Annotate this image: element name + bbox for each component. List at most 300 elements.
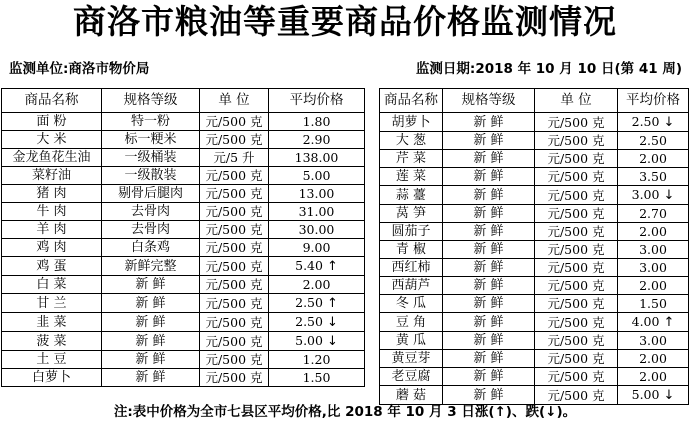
item-name-text: 西葫芦 bbox=[391, 278, 431, 293]
item-price-text: 2.50 bbox=[295, 314, 323, 329]
item-price bbox=[618, 132, 689, 150]
item-price bbox=[618, 205, 689, 223]
item-unit-text: 元/500 克 bbox=[205, 114, 263, 129]
item-unit bbox=[200, 332, 269, 351]
item-unit bbox=[535, 332, 618, 350]
item-unit bbox=[535, 168, 618, 186]
item-spec bbox=[102, 113, 200, 131]
item-price bbox=[269, 351, 365, 369]
item-name-text: 黄 瓜 bbox=[395, 333, 427, 348]
item-price-text: 4.00 bbox=[631, 314, 660, 329]
item-unit bbox=[535, 186, 618, 205]
item-unit-text: 元/500 克 bbox=[547, 296, 605, 311]
item-name-text: 面 粉 bbox=[36, 114, 67, 129]
item-unit bbox=[535, 150, 618, 168]
item-name bbox=[380, 150, 443, 168]
item-name-text: 菜籽油 bbox=[31, 168, 71, 183]
item-name-text: 菠 菜 bbox=[36, 333, 67, 349]
item-name-text: 胡萝卜 bbox=[391, 114, 431, 130]
item-unit-text: 元/500 克 bbox=[205, 333, 263, 349]
item-price-text: 1.80 bbox=[302, 114, 331, 129]
item-price-text: 5.40 bbox=[295, 258, 323, 273]
item-unit-text: 元/500 克 bbox=[205, 168, 263, 183]
item-name bbox=[2, 257, 102, 276]
item-spec bbox=[102, 149, 200, 167]
table-row bbox=[380, 150, 689, 168]
item-name bbox=[2, 294, 102, 313]
item-unit bbox=[200, 351, 269, 369]
item-spec bbox=[443, 186, 535, 205]
item-name bbox=[2, 203, 102, 221]
item-price-text: 3.00 bbox=[639, 260, 667, 275]
page-title: 商洛市粮油等重要商品价格监测情况 bbox=[73, 2, 617, 41]
header-price: 平均价格 bbox=[269, 89, 365, 113]
item-unit bbox=[535, 259, 618, 277]
header-spec: 规格等级 bbox=[102, 89, 200, 113]
item-spec-text: 新 鲜 bbox=[135, 314, 166, 330]
item-name-text: 冬 瓜 bbox=[395, 296, 427, 311]
item-unit-text: 元/500 克 bbox=[547, 260, 605, 275]
item-name-text: 圆茄子 bbox=[391, 224, 431, 239]
item-price-text: 31.00 bbox=[298, 204, 335, 219]
item-unit-text: 元/500 克 bbox=[547, 314, 605, 330]
item-unit-text: 元/500 克 bbox=[205, 314, 263, 330]
item-name bbox=[380, 277, 443, 295]
item-price-text: 30.00 bbox=[298, 222, 335, 237]
item-name-text: 土 豆 bbox=[36, 352, 67, 367]
item-name-text: 白萝卜 bbox=[31, 370, 71, 385]
item-price bbox=[269, 313, 365, 332]
item-unit bbox=[535, 205, 618, 223]
item-unit bbox=[200, 221, 269, 239]
item-name bbox=[2, 276, 102, 294]
item-spec-text: 新 鲜 bbox=[473, 169, 504, 184]
item-spec bbox=[102, 369, 200, 387]
item-unit-text: 元/500 克 bbox=[547, 333, 605, 348]
table-row bbox=[380, 350, 689, 368]
item-unit bbox=[200, 167, 269, 185]
table-row bbox=[380, 368, 689, 386]
item-spec bbox=[443, 313, 535, 332]
item-price bbox=[618, 277, 689, 295]
item-price bbox=[269, 294, 365, 313]
item-price bbox=[618, 386, 689, 405]
item-unit bbox=[200, 185, 269, 203]
item-spec bbox=[443, 241, 535, 259]
item-spec-text: 新鲜完整 bbox=[124, 258, 177, 274]
item-name-text: 黄豆芽 bbox=[391, 351, 431, 366]
item-price-text: 5.00 bbox=[302, 168, 331, 183]
item-name bbox=[2, 239, 102, 257]
item-name-text: 莲 菜 bbox=[395, 169, 427, 184]
table-header-row bbox=[380, 89, 689, 113]
item-name bbox=[2, 149, 102, 167]
item-unit bbox=[200, 149, 269, 167]
item-name bbox=[2, 351, 102, 369]
item-name bbox=[2, 332, 102, 351]
item-unit bbox=[200, 313, 269, 332]
item-spec bbox=[443, 277, 535, 295]
item-price-text: 2.00 bbox=[639, 278, 667, 293]
item-spec bbox=[443, 113, 535, 132]
item-price bbox=[269, 369, 365, 387]
item-spec-text: 特一粉 bbox=[130, 114, 170, 129]
item-name bbox=[380, 332, 443, 350]
item-price-text: 2.50 bbox=[631, 114, 660, 129]
item-name bbox=[380, 186, 443, 205]
item-unit-text: 元/500 克 bbox=[547, 151, 605, 166]
item-name bbox=[380, 113, 443, 132]
item-name-text: 蘑 菇 bbox=[395, 387, 427, 403]
item-price-text: 2.90 bbox=[302, 132, 331, 147]
item-spec-text: 去骨肉 bbox=[130, 222, 170, 237]
item-price-text: 5.00 bbox=[631, 387, 660, 402]
table-row bbox=[2, 351, 365, 369]
item-name-text: 芹 菜 bbox=[395, 151, 427, 166]
table-row bbox=[2, 167, 365, 185]
item-unit bbox=[200, 276, 269, 294]
table-row bbox=[380, 223, 689, 241]
item-unit-text: 元/500 克 bbox=[205, 258, 263, 274]
table-row bbox=[2, 369, 365, 387]
item-price bbox=[269, 149, 365, 167]
item-spec bbox=[443, 168, 535, 186]
item-spec-text: 新 鲜 bbox=[473, 296, 504, 311]
item-unit-text: 元/500 克 bbox=[547, 369, 605, 384]
item-unit-text: 元/500 克 bbox=[205, 277, 263, 292]
arrow-down-icon: ↓ bbox=[326, 334, 338, 349]
item-price bbox=[618, 186, 689, 205]
arrow-down-icon: ↓ bbox=[663, 388, 675, 403]
table-row bbox=[380, 386, 689, 405]
item-price-text: 5.00 bbox=[295, 333, 323, 348]
item-spec-text: 新 鲜 bbox=[135, 352, 166, 367]
arrow-down-icon: ↓ bbox=[663, 188, 675, 203]
item-spec bbox=[102, 221, 200, 239]
item-spec-text: 一级桶装 bbox=[124, 150, 177, 165]
item-unit-text: 元/500 克 bbox=[547, 114, 605, 130]
item-price bbox=[618, 150, 689, 168]
item-spec bbox=[443, 368, 535, 386]
header-unit: 单 位 bbox=[200, 89, 269, 113]
header-name: 商品名称 bbox=[2, 89, 102, 113]
table-row bbox=[380, 332, 689, 350]
item-price-text: 2.50 bbox=[295, 295, 323, 310]
item-unit bbox=[535, 132, 618, 150]
table-row bbox=[2, 239, 365, 257]
table-body-right bbox=[380, 113, 689, 405]
item-spec-text: 新 鲜 bbox=[135, 295, 166, 311]
item-name-text: 豆 角 bbox=[395, 314, 427, 330]
item-price bbox=[269, 131, 365, 149]
item-price-text: 2.00 bbox=[639, 224, 667, 239]
item-spec bbox=[443, 132, 535, 150]
item-price bbox=[269, 257, 365, 276]
item-unit-text: 元/5 升 bbox=[213, 150, 255, 165]
header-unit: 单 位 bbox=[535, 89, 618, 113]
monitor-unit: 监测单位:商洛市物价局 bbox=[9, 61, 150, 77]
item-price bbox=[269, 113, 365, 131]
item-unit-text: 元/500 克 bbox=[547, 133, 605, 148]
item-unit-text: 元/500 克 bbox=[547, 242, 605, 257]
item-unit bbox=[200, 239, 269, 257]
item-price bbox=[618, 350, 689, 368]
item-spec bbox=[102, 294, 200, 313]
item-spec-text: 新 鲜 bbox=[135, 277, 166, 292]
item-price bbox=[618, 332, 689, 350]
item-unit-text: 元/500 克 bbox=[547, 224, 605, 239]
item-unit-text: 元/500 克 bbox=[205, 186, 263, 201]
item-price bbox=[269, 203, 365, 221]
item-price bbox=[618, 259, 689, 277]
item-price-text: 13.00 bbox=[298, 186, 335, 201]
item-name bbox=[2, 113, 102, 131]
item-spec-text: 新 鲜 bbox=[473, 114, 504, 130]
table-header-row bbox=[2, 89, 365, 113]
item-name bbox=[380, 295, 443, 313]
item-name-text: 牛 肉 bbox=[36, 204, 67, 219]
item-name bbox=[2, 221, 102, 239]
item-price bbox=[618, 313, 689, 332]
item-name-text: 羊 肉 bbox=[36, 222, 67, 237]
item-unit-text: 元/500 克 bbox=[547, 278, 605, 293]
item-price bbox=[618, 113, 689, 132]
item-spec bbox=[102, 313, 200, 332]
item-price bbox=[618, 168, 689, 186]
item-spec-text: 新 鲜 bbox=[473, 387, 504, 403]
item-unit-text: 元/500 克 bbox=[205, 204, 263, 219]
item-spec-text: 新 鲜 bbox=[473, 278, 504, 293]
item-spec bbox=[102, 239, 200, 257]
item-spec bbox=[102, 167, 200, 185]
item-unit-text: 元/500 克 bbox=[547, 351, 605, 366]
table-row bbox=[2, 257, 365, 276]
item-price bbox=[618, 295, 689, 313]
item-spec-text: 新 鲜 bbox=[473, 133, 504, 148]
item-unit bbox=[200, 257, 269, 276]
item-price-text: 2.50 bbox=[639, 133, 667, 148]
item-price-text: 2.00 bbox=[639, 151, 667, 166]
item-price-text: 1.20 bbox=[302, 352, 331, 367]
item-unit-text: 元/500 克 bbox=[547, 169, 605, 184]
item-unit bbox=[535, 241, 618, 259]
price-table-left bbox=[1, 88, 365, 387]
item-name-text: 鸡 蛋 bbox=[36, 258, 67, 274]
item-spec bbox=[102, 257, 200, 276]
table-row bbox=[380, 132, 689, 150]
table-row bbox=[380, 295, 689, 313]
item-spec bbox=[102, 332, 200, 351]
item-name-text: 青 椒 bbox=[395, 242, 427, 257]
item-unit bbox=[200, 131, 269, 149]
item-name bbox=[2, 369, 102, 387]
item-price-text: 3.50 bbox=[639, 169, 667, 184]
item-spec bbox=[443, 223, 535, 241]
item-unit bbox=[535, 386, 618, 405]
table-row bbox=[2, 276, 365, 294]
item-spec bbox=[443, 386, 535, 405]
item-unit bbox=[535, 223, 618, 241]
table-row bbox=[380, 259, 689, 277]
item-name-text: 大 米 bbox=[36, 132, 67, 147]
arrow-up-icon: ↑ bbox=[663, 315, 675, 330]
item-unit-text: 元/500 克 bbox=[205, 370, 263, 385]
item-spec bbox=[102, 351, 200, 369]
item-price bbox=[618, 241, 689, 259]
item-name-text: 蒜 薹 bbox=[395, 187, 427, 203]
item-price bbox=[269, 239, 365, 257]
table-row bbox=[2, 313, 365, 332]
table-row bbox=[380, 205, 689, 223]
item-spec-text: 新 鲜 bbox=[473, 206, 504, 221]
table-row bbox=[2, 294, 365, 313]
item-unit bbox=[535, 350, 618, 368]
item-name-text: 老豆腐 bbox=[391, 369, 431, 384]
item-spec bbox=[443, 259, 535, 277]
table-row bbox=[2, 332, 365, 351]
item-price-text: 9.00 bbox=[302, 240, 331, 255]
item-spec-text: 新 鲜 bbox=[473, 260, 504, 275]
table-body-left bbox=[2, 113, 365, 387]
item-unit bbox=[535, 295, 618, 313]
item-name-text: 金龙鱼花生油 bbox=[12, 150, 91, 165]
item-spec-text: 新 鲜 bbox=[135, 333, 166, 349]
item-spec-text: 新 鲜 bbox=[473, 369, 504, 384]
item-price-text: 2.00 bbox=[302, 277, 331, 292]
item-name bbox=[2, 131, 102, 149]
table-row bbox=[2, 131, 365, 149]
item-price bbox=[269, 185, 365, 203]
table-row bbox=[2, 113, 365, 131]
item-price-text: 2.00 bbox=[639, 369, 667, 384]
item-unit-text: 元/500 克 bbox=[205, 222, 263, 237]
item-name bbox=[2, 313, 102, 332]
item-unit-text: 元/500 克 bbox=[205, 240, 263, 255]
item-name-text: 甘 兰 bbox=[36, 295, 67, 311]
header-price: 平均价格 bbox=[618, 89, 689, 113]
item-spec-text: 新 鲜 bbox=[473, 224, 504, 239]
item-price bbox=[618, 368, 689, 386]
item-spec-text: 新 鲜 bbox=[473, 187, 504, 203]
item-unit-text: 元/500 克 bbox=[205, 352, 263, 367]
item-unit bbox=[535, 368, 618, 386]
item-price-text: 2.00 bbox=[639, 351, 667, 366]
item-name-text: 鸡 肉 bbox=[36, 240, 67, 255]
item-unit bbox=[200, 203, 269, 221]
item-price bbox=[618, 223, 689, 241]
item-unit bbox=[535, 313, 618, 332]
item-unit bbox=[200, 369, 269, 387]
footnote: 注:表中价格为全市七县区平均价格,比 2018 年 10 月 3 日涨(↑)、跌(↓)。 bbox=[113, 404, 577, 420]
monitor-date: 监测日期:2018 年 10 月 10 日(第 41 周) bbox=[415, 61, 682, 77]
item-spec-text: 新 鲜 bbox=[473, 151, 504, 166]
item-spec bbox=[443, 205, 535, 223]
item-price bbox=[269, 332, 365, 351]
item-name bbox=[2, 185, 102, 203]
item-spec bbox=[443, 350, 535, 368]
item-unit bbox=[200, 113, 269, 131]
item-spec-text: 新 鲜 bbox=[473, 333, 504, 348]
item-name bbox=[2, 167, 102, 185]
item-price bbox=[269, 167, 365, 185]
item-unit-text: 元/500 克 bbox=[205, 295, 263, 311]
arrow-up-icon: ↑ bbox=[326, 296, 338, 311]
arrow-down-icon: ↓ bbox=[663, 115, 675, 130]
item-name bbox=[380, 386, 443, 405]
item-unit bbox=[200, 294, 269, 313]
item-price-text: 3.00 bbox=[639, 333, 667, 348]
item-name bbox=[380, 350, 443, 368]
item-price-text: 1.50 bbox=[302, 370, 331, 385]
item-unit-text: 元/500 克 bbox=[547, 387, 605, 403]
item-price bbox=[269, 276, 365, 294]
item-spec bbox=[443, 150, 535, 168]
item-name bbox=[380, 259, 443, 277]
item-price-text: 3.00 bbox=[639, 242, 667, 257]
table-row bbox=[2, 185, 365, 203]
item-name bbox=[380, 313, 443, 332]
item-spec-text: 新 鲜 bbox=[473, 314, 504, 330]
item-spec-text: 新 鲜 bbox=[135, 370, 166, 385]
item-spec-text: 剔骨后腿肉 bbox=[117, 186, 183, 201]
item-spec-text: 一级散装 bbox=[124, 168, 177, 183]
item-spec bbox=[102, 131, 200, 149]
item-spec-text: 新 鲜 bbox=[473, 242, 504, 257]
table-row bbox=[380, 186, 689, 205]
item-name bbox=[380, 168, 443, 186]
price-table-right bbox=[379, 88, 689, 405]
table-row bbox=[2, 149, 365, 167]
header-spec: 规格等级 bbox=[443, 89, 535, 113]
item-price-text: 1.50 bbox=[639, 296, 667, 311]
item-name bbox=[380, 223, 443, 241]
item-price-text: 2.70 bbox=[639, 206, 667, 221]
item-spec-text: 新 鲜 bbox=[473, 351, 504, 366]
item-spec-text: 白条鸡 bbox=[130, 240, 170, 255]
item-name-text: 西红柿 bbox=[391, 260, 431, 275]
item-spec bbox=[102, 276, 200, 294]
table-row bbox=[380, 241, 689, 259]
item-price bbox=[269, 221, 365, 239]
item-name-text: 猪 肉 bbox=[36, 186, 67, 201]
item-name bbox=[380, 205, 443, 223]
table-row bbox=[2, 221, 365, 239]
table-row bbox=[2, 203, 365, 221]
item-price-text: 3.00 bbox=[631, 187, 660, 202]
table-row bbox=[380, 168, 689, 186]
item-name-text: 大 葱 bbox=[395, 133, 427, 148]
item-unit-text: 元/500 克 bbox=[205, 132, 263, 147]
item-unit-text: 元/500 克 bbox=[547, 206, 605, 221]
item-name bbox=[380, 368, 443, 386]
item-spec bbox=[102, 185, 200, 203]
item-unit bbox=[535, 277, 618, 295]
item-price-text: 138.00 bbox=[294, 150, 339, 165]
item-unit-text: 元/500 克 bbox=[547, 187, 605, 203]
item-name bbox=[380, 132, 443, 150]
item-name-text: 韭 菜 bbox=[36, 314, 67, 330]
item-unit bbox=[535, 113, 618, 132]
arrow-down-icon: ↓ bbox=[326, 315, 338, 330]
item-name bbox=[380, 241, 443, 259]
item-spec bbox=[102, 203, 200, 221]
item-spec-text: 去骨肉 bbox=[130, 204, 170, 219]
item-name-text: 白 菜 bbox=[36, 277, 67, 292]
arrow-up-icon: ↑ bbox=[326, 259, 338, 274]
item-name-text: 莴 笋 bbox=[395, 206, 427, 221]
item-spec bbox=[443, 295, 535, 313]
table-row bbox=[380, 313, 689, 332]
